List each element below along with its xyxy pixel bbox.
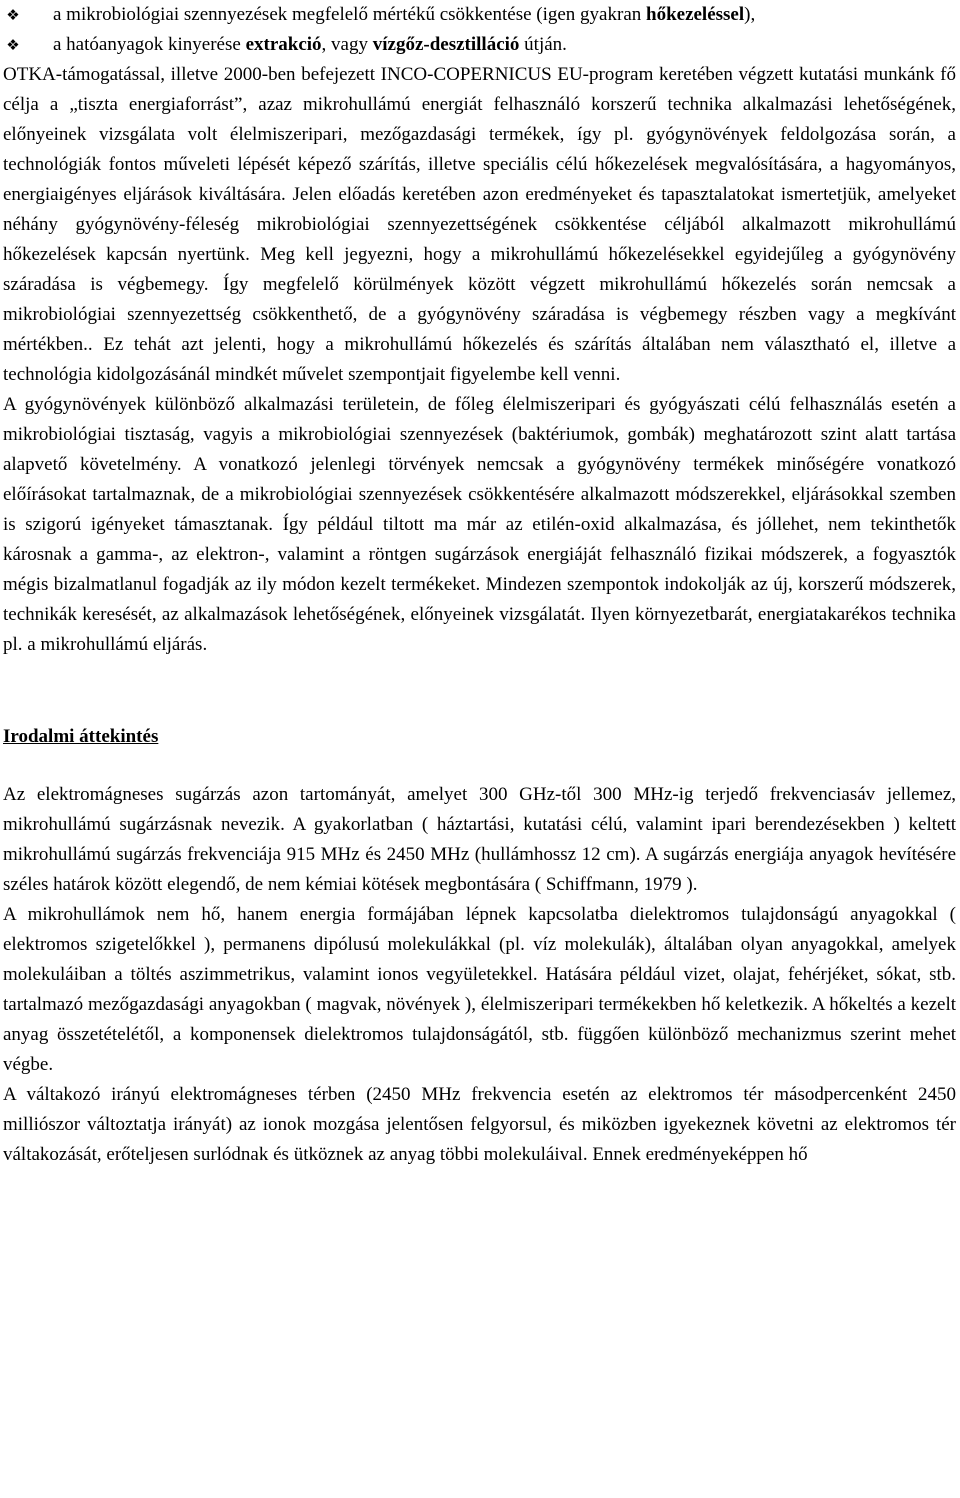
- bullet-bold-term: vízgőz-desztilláció: [372, 34, 520, 55]
- bullet-text: a hatóanyagok kinyerése: [53, 34, 246, 55]
- bullet-item-extraction: [3, 30, 956, 60]
- bullet-list: [3, 0, 956, 60]
- paragraph-microwave-interaction: A mikrohullámok nem hő, hanem energia formájában lépnek kapcsolatba dielektromos tulajdonságú anyagokkal ( elektromos szigetelőkkel ), permanens dipólusú molekulákkal (pl. víz molekulák), általában olyan anyagokkal, amelyek molekuláiban a töltés aszimmetrikus, valamint ionos vegyületekkel. Hatására például vizet, olajat, fehérjéket, sókat, stb. tartalmazó mezőgazdasági anyagokban ( magvak, növények ), élelmiszeripari termékekben hő keletkezik. A hőkeltés a kezelt anyag összetételétől, a komponensek dielektromos tulajdonságától, stb. függően különböző mechanizmus szerint mehet végbe.: [3, 904, 956, 1075]
- bullet-bold-term: hőkezeléssel: [646, 4, 745, 25]
- bullet-text: útján.: [519, 34, 567, 55]
- paragraph-microbiological-purity: A gyógynövények különböző alkalmazási területein, de főleg élelmiszeripari és gyógyászati célú felhasználás esetén a mikrobiológiai tisztaság, vagyis a mikrobiológiai szennyezések (baktériumok, gombák) meghatározott szint alatt tartása alapvető követelmény. A vonatkozó jelenlegi törvények nemcsak a gyógynövény termékek minőségére vonatkozó előírásokat tartalmaznak, de a mikrobiológiai szennyezések csökkentésére alkalmazott módszerekkel, eljárásokkal szemben is szigorú igényeket támasztanak. Így például tiltott ma már az etilén-oxid alkalmazása, és jóllehet, nem tekinthetők károsnak a gamma-, az elektron-, valamint a röntgen sugárzások energiáját felhasználó fizikai módszerek, a fogyasztók mégis bizalmatlanul fogadják az ily módon kezelt termékeket. Mindezen szempontok indokolják az új, korszerű módszerek, technikák keresését, az alkalmazások lehetőségének, előnyeinek vizsgálatát. Ilyen környezetbarát, energiatakarékos technika pl. a mikrohullámú eljárás.: [3, 394, 956, 655]
- bullet-bold-term: extrakció: [245, 34, 322, 55]
- paragraph-em-spectrum: Az elektromágneses sugárzás azon tartományát, amelyet 300 GHz-től 300 MHz-ig terjedő frekvenciasáv jellemez, mikrohullámú sugárzásnak nevezik. A gyakorlatban ( háztartási, kutatási célú, valamint ipari berendezésekben ) keltett mikrohullámú sugárzás frekvenciája 915 MHz és 2450 MHz (hullámhossz 12 cm). A sugárzás energiája anyagok hevítésére széles határok között elegendő, de nem kémiai kötések megbontására ( Schiffmann, 1979 ).: [3, 784, 956, 895]
- bullet-text: , vagy: [321, 34, 373, 55]
- diamond-bullet-icon: ❖: [6, 36, 20, 54]
- section-heading: Irodalmi áttekintés: [3, 726, 159, 747]
- paragraph-alternating-field: A váltakozó irányú elektromágneses térben (2450 MHz frekvencia esetén az elektromos tér másodpercenként 2450 milliószor változtatja irányát) az ionok mozgása jelentősen felgyorsul, és miközben igyekeznek követni az elektromos tér váltakozását, erőteljesen surlódnak és ütköznek az anyag többi molekuláival. Ennek eredményeképpen hő: [3, 1084, 956, 1165]
- diamond-bullet-icon: ❖: [6, 6, 20, 24]
- paragraph-otka-research: OTKA-támogatással, illetve 2000-ben befejezett INCO-COPERNICUS EU-program keretében végzett kutatási munkánk fő célja a „tiszta energiaforrást”, azaz mikrohullámú energiát felhasználó korszerű technika alkalmazási lehetőségének, előnyeinek vizsgálata volt élelmiszeripari, mezőgazdasági termékek, így pl. gyógynövények feldolgozása során, a technológiák fontos műveleti lépését képező szárítás, illetve speciális célú hőkezelések megvalósítására, a hagyományos, energiaigényes eljárások kiváltására. Jelen előadás keretében azon eredményeket és tapasztalatokat ismertetjük, amelyeket néhány gyógynövény-féleség mikrobiológiai szennyezettségének csökkentése céljából alkalmazott mikrohullámú hőkezelések kapcsán nyertünk. Meg kell jegyezni, hogy a mikrohullámú hőkezelésekkel egyidejűleg a gyógynövény száradása is végbemegy. Így megfelelő körülmények között végzett mikrohullámú hőkezelés során nemcsak a mikrobiológiai szennyezettség csökkenthető, de a gyógynövény száradása is végbemegy részben vagy a megkívánt mértékben.. Ez tehát azt jelenti, hogy a mikrohullámú hőkezelés és szárítás általában nem választható el, illetve a technológia kidolgozásánál mindkét művelet szempontjait figyelembe kell venni.: [3, 64, 956, 385]
- bullet-text: a mikrobiológiai szennyezések megfelelő mértékű csökkentése (igen gyakran: [53, 4, 646, 25]
- bullet-text: ),: [744, 4, 756, 25]
- bullet-item-heat-treatment: [3, 0, 956, 30]
